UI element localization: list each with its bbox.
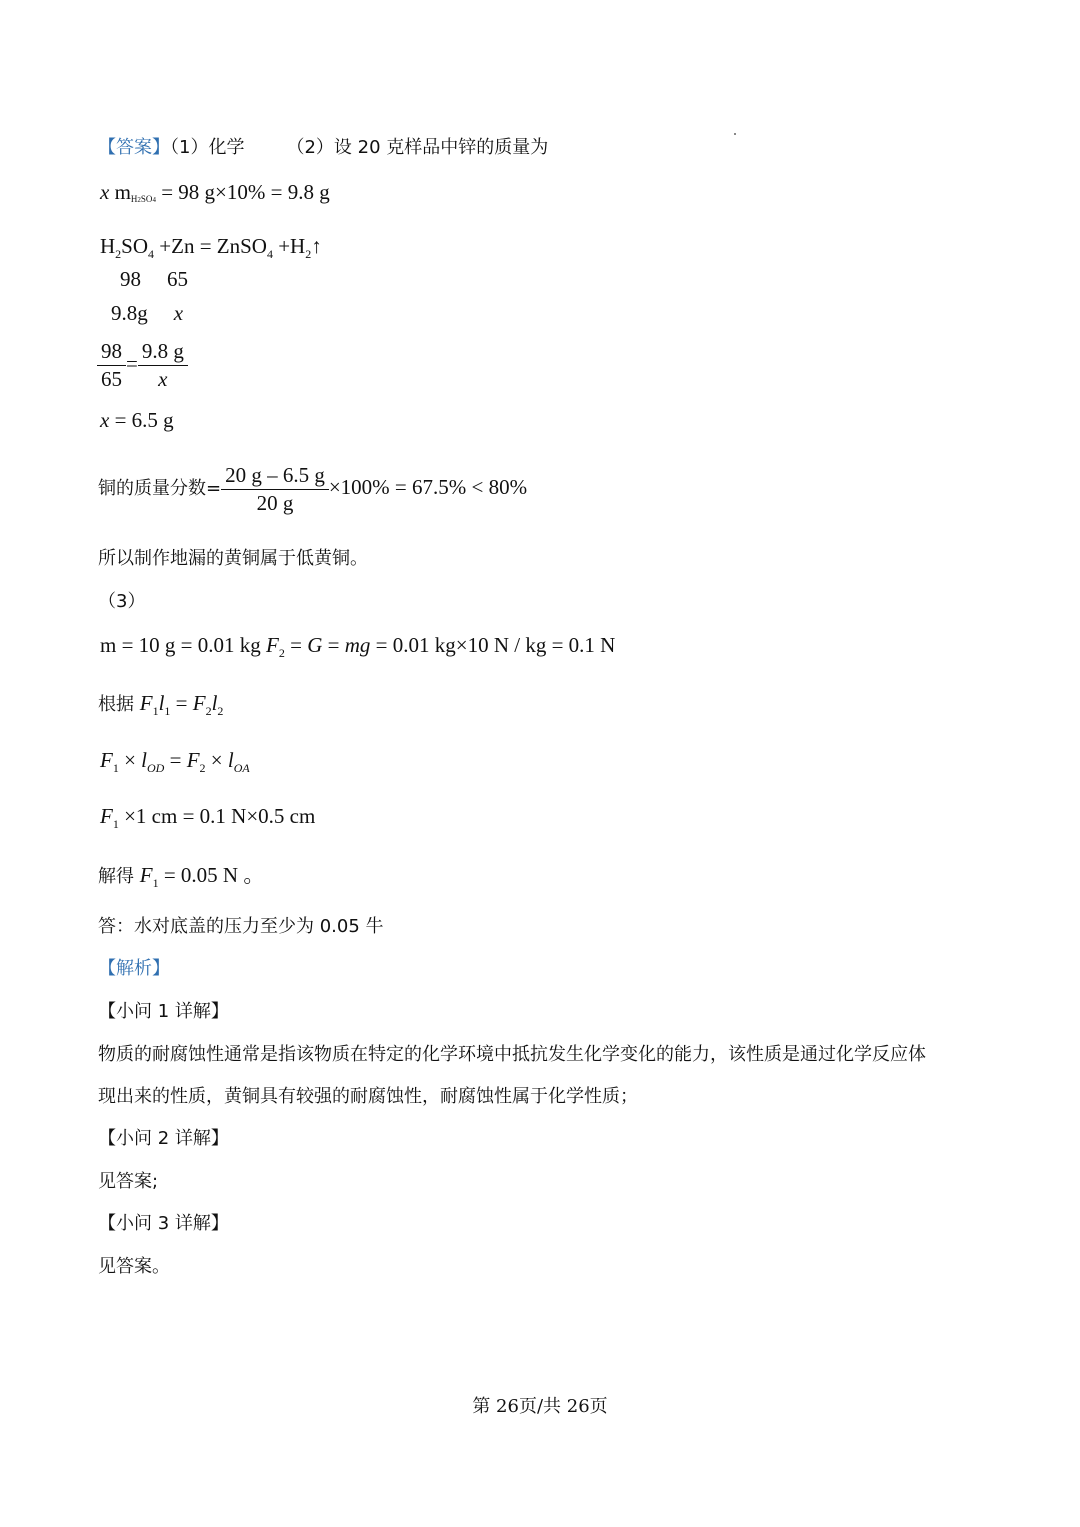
ratio-row-1: 98 65 xyxy=(120,267,188,291)
gas-arrow-icon: ↑ xyxy=(311,234,322,258)
page-number: 第 26页/共 26页 xyxy=(472,1396,608,1417)
conclusion-text: 所以制作地漏的黄铜属于低黄铜。 xyxy=(98,548,368,569)
q1-title: 【小问 1 详解】 xyxy=(98,1001,229,1022)
q1-text-line-2: 现出来的性质，黄铜具有较强的耐腐蚀性，耐腐蚀性属于化学性质； xyxy=(98,1086,638,1107)
numeric-lever-equation: $F_1 \times 1$ cm = 0.1 N×0.5 cm xyxy=(100,804,316,831)
ratio-row-2: 9.8g x xyxy=(111,301,184,325)
q2-title: 【小问 2 详解】 xyxy=(98,1128,229,1149)
mass-value: = 98 g×10% = 9.8 g xyxy=(161,180,330,204)
answer-line xyxy=(98,133,548,159)
var-x: x xyxy=(100,180,110,204)
scan-speck xyxy=(734,133,736,135)
chemical-equation: $H_2SO_4 +Zn$ = ZnSO$_4$ $+H_2↑$ xyxy=(100,234,322,261)
q3-text: 见答案。 xyxy=(98,1256,170,1277)
answer-q1: （1）化学 xyxy=(170,137,245,158)
copper-fraction: $\frac{20 g - 6.5 g}{20 g}$ xyxy=(221,462,329,517)
force-line: m = 10 g = 0.01 kg $F_2 = G$ = mg = 0.01 kg×10 N / kg = 0.1 N xyxy=(100,633,616,660)
final-answer: 答：水对底盖的压力至少为 0.05 牛 xyxy=(98,916,384,937)
q2-text: 见答案; xyxy=(98,1171,159,1192)
q1-text-line-1: 物质的耐腐蚀性通常是指该物质在特定的化学环境中抵抗发生化学变化的能力，该性质是通过化学反应体 xyxy=(98,1044,926,1065)
answer-tag: 【答案】 xyxy=(98,137,170,158)
fraction-left: $\frac{98}{65}$ xyxy=(97,338,126,393)
lever-equation: $F_1 \times l_{OD} = F_2 \times l_{OA}$ xyxy=(100,748,250,775)
proportion-equation: $\frac{98}{65}$ = $\frac{9.8 g}{x}$ xyxy=(97,338,188,393)
copper-fraction-line: 铜的质量分数= $\frac{20 g - 6.5 g}{20 g}$ ×100% = 67.5% < 80% xyxy=(98,463,528,515)
var-m: m xyxy=(114,180,131,204)
m-subscript: H2SO4 xyxy=(130,194,156,204)
result-x: x = 6.5 g xyxy=(100,408,174,432)
solve-line: 解得 $F_1 = 0.05$ N 。 xyxy=(98,863,265,890)
part3-label: （3） xyxy=(98,591,146,612)
fraction-right: $\frac{9.8 g}{x}$ xyxy=(138,338,188,393)
analysis-tag: 【解析】 xyxy=(98,958,170,979)
lever-principle-line: 根据 $F_1l_1 = F_2l_2$ xyxy=(98,691,224,718)
mass-h2so4-line xyxy=(100,180,330,205)
answer-q2: （2）设 20 克样品中锌的质量为 xyxy=(286,137,549,158)
q3-title: 【小问 3 详解】 xyxy=(98,1213,229,1234)
